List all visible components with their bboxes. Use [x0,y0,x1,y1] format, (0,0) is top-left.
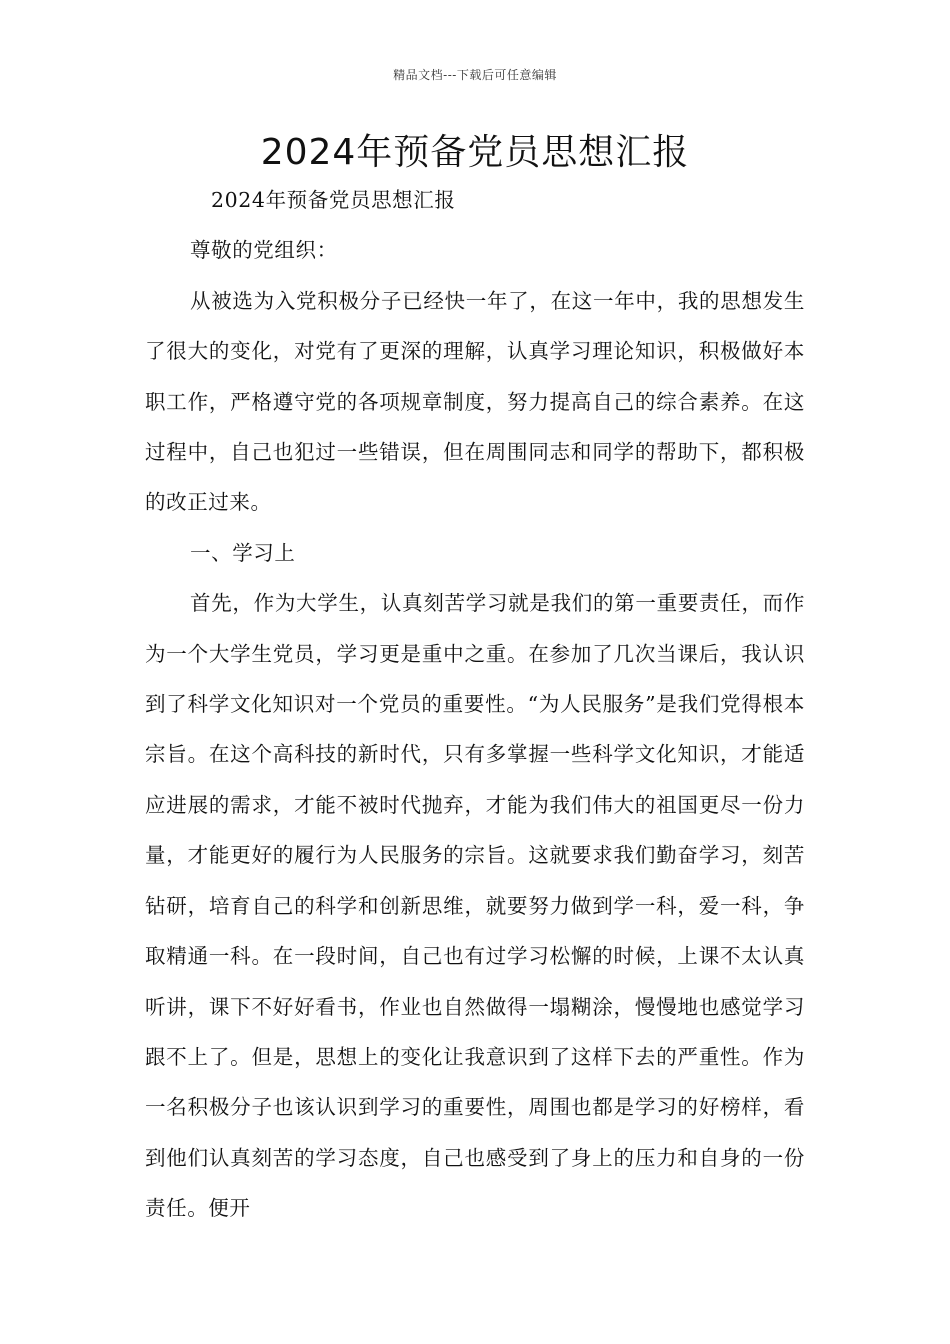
document-subtitle: 2024年预备党员思想汇报 [211,188,456,212]
paragraph-study: 首先，作为大学生，认真刻苦学习就是我们的第一重要责任，而作为一个大学生党员，学习更是重中之重。在参加了几次当课后，我认识到了科学文化知识对一个党员的重要性。“为人民服务”是我们党得根本宗旨。在这个高科技的新时代，只有多掌握一些科学文化知识，才能适应进展的需求，才能不被时代抛弃，才能为我们伟大的祖国更尽一份力量，才能更好的履行为人民服务的宗旨。这就要求我们勤奋学习，刻苦钻研，培育自己的科学和创新思维，就要努力做到学一科，爱一科，争取精通一科。在一段时间，自己也有过学习松懈的时候，上课不太认真听讲，课下不好好看书，作业也自然做得一塌糊涂，慢慢地也感觉学习跟不上了。但是，思想上的变化让我意识到了这样下去的严重性。作为一名积极分子也该认识到学习的重要性，周围也都是学习的好榜样，看到他们认真刻苦的学习态度，自己也感受到了身上的压力和自身的一份责任。便开 [145,591,805,1221]
section-heading-study: 一、学习上 [190,540,296,565]
paragraph-intro: 从被选为入党积极分子已经快一年了，在这一年中，我的思想发生了很大的变化，对党有了更深的理解，认真学习理论知识，积极做好本职工作，严格遵守党的各项规章制度，努力提高自己的综合素养。在这过程中，自己也犯过一些错误，但在周围同志和同学的帮助下，都积极的改正过来。 [145,288,805,515]
salutation: 尊敬的党组织： [190,238,338,263]
document-body [145,175,805,1234]
page-title: 2024年预备党员思想汇报 [260,132,690,173]
header-note: 精品文档---下载后可任意编辑 [393,68,557,82]
